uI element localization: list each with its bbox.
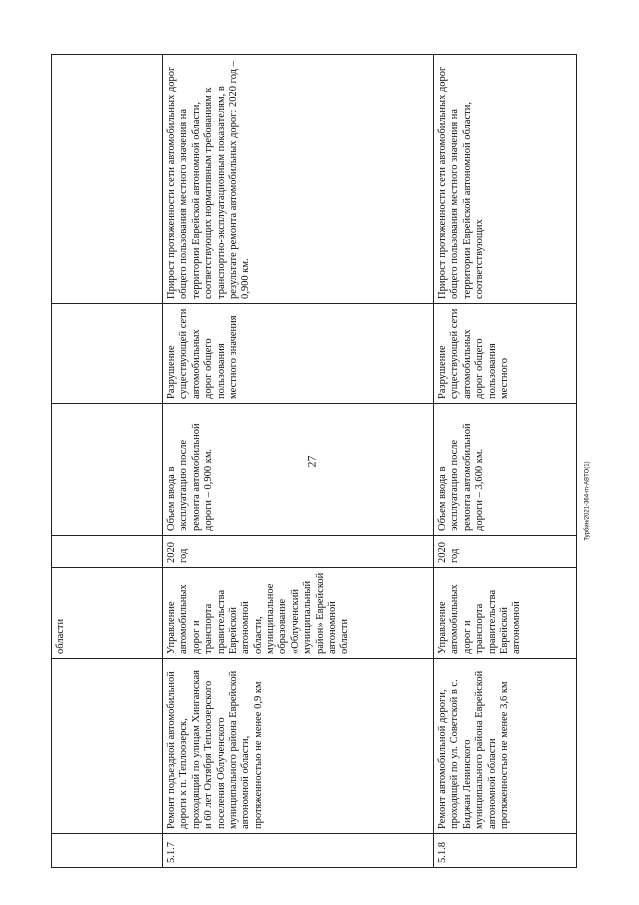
rotated-table-frame — [51, 55, 570, 868]
cell-year — [52, 536, 163, 568]
cell-name: Ремонт подъездной автомобильной дороги к п. Теплоозерск, проходящий по улицам Хинганская и 60 лет Октября Теплоозерского поселения Облученского муниципального района Еврейской автономной области, протяженностью не менее 0,9 км — [163, 659, 434, 834]
cell-name: Ремонт автомобильной дороги, проходящей по ул. Советской в с. Биджан Ленинского муниципального района Еврейской автономной области протяженностью не менее 3,6 км — [434, 659, 577, 834]
cell-indicator: Прирост протяженности сети автомобильных дорог общего пользования местного значения на территории Еврейской автономной области, соответствующих нормативным требованиям к транспортно-эксплуатационным показателям, в результате ремонта автомобильных дорог: 2020 год – 0,900 км. — [163, 55, 434, 304]
table-row-continuation — [52, 55, 163, 868]
table-row — [434, 55, 577, 868]
cell-result: Объем ввода в эксплуатацию после ремонта автомобильной дороги – 3,600 км. — [434, 404, 577, 536]
cell-result — [52, 404, 163, 536]
document-code: Турбин/2021-364-m-ABTO(1) — [584, 461, 591, 541]
page-number: 27 — [304, 455, 319, 468]
cell-indicator — [52, 55, 163, 304]
cell-name — [52, 659, 163, 834]
cell-year: 2020 год — [434, 536, 577, 568]
cell-num: 5.1.7 — [163, 834, 434, 868]
cell-executor: Управление автомобильных дорог и транспорта правительства Еврейской автономной — [434, 568, 577, 659]
program-measures-table — [51, 54, 577, 868]
cell-indicator: Прирост протяженности сети автомобильных дорог общего пользования местного значения на территории Еврейской автономной области, соответствующих — [434, 55, 577, 304]
cell-consequence: Разрушение существующей сети автомобильных дорог общего пользования местного значения — [163, 304, 434, 404]
table-row — [163, 55, 434, 868]
cell-result: Объем ввода в эксплуатацию после ремонта автомобильной дороги – 0,900 км. — [163, 404, 434, 536]
cell-num — [52, 834, 163, 868]
cell-executor: области — [52, 568, 163, 659]
cell-num: 5.1.8 — [434, 834, 577, 868]
cell-consequence: Разрушение существующей сети автомобильных дорог общего пользования местного — [434, 304, 577, 404]
cell-consequence — [52, 304, 163, 404]
cell-executor: Управление автомобильных дорог и транспорта правительства Еврейской автономной области, муниципальное образование «Облученский муниципальный район» Еврейской автономной области — [163, 568, 434, 659]
table-container — [51, 55, 570, 868]
cell-year: 2020 год — [163, 536, 434, 568]
